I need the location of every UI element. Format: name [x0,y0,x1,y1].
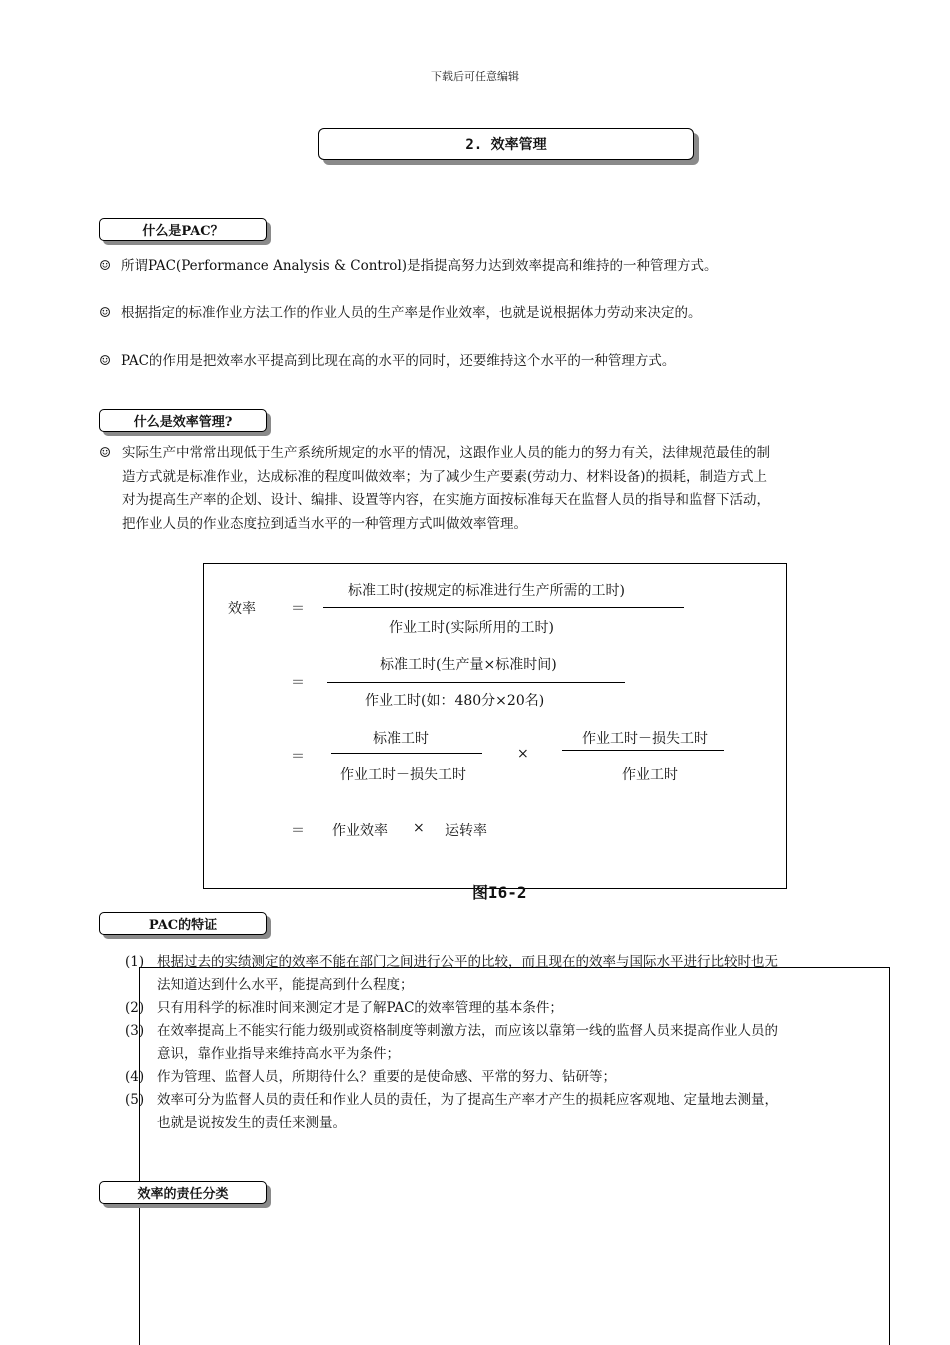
paragraph-line: 造方式就是标准作业，达成标准的程度叫做效率；为了减少生产要素(劳动力、材料设备)的损耗，制造方式上 [122,468,768,485]
times-sign: × [413,820,425,836]
equals-sign: ＝ [291,675,305,691]
bullet-text: PAC的作用是把效率水平提高到比现在高的水平的同时，还要维持这个水平的一种管理方式。 [121,353,676,369]
list-text: 法知道达到什么水平，能提高到什么程度； [157,977,414,993]
equals-sign: ＝ [291,601,305,617]
section-heading-responsibility: 效率的责任分类 [99,1181,267,1204]
list-item [125,997,905,1020]
smiley-icon: ☺ [99,258,112,274]
figure-caption: 图I6-2 [472,883,527,902]
section-heading-what-is-efficiency: 什么是效率管理? [99,409,267,432]
bullet-item [99,303,702,324]
equals-sign: ＝ [291,749,305,765]
list-text: 也就是说按发生的责任来测量。 [157,1115,346,1131]
list-number: (2) [125,1000,145,1016]
list-item [125,1020,905,1066]
bullet-text: 根据指定的标准作业方法工作的作业人员的生产率是作业效率，也就是说根据体力劳动来决定的。 [121,305,702,321]
fraction-denominator: 作业工时 [622,767,678,783]
paragraph-line: 实际生产中常常出现低于生产系统所规定的水平的情况，这跟作业人员的能力的努力有关，法律规范最佳的制 [122,445,770,461]
paragraph-line: 把作业人员的作业态度拉到适当水平的一种管理方式叫做效率管理。 [122,515,527,532]
list-item [125,951,905,997]
page-title: 2. 效率管理 [318,128,694,160]
list-number: (5) [125,1092,145,1108]
smiley-icon: ☺ [99,445,112,461]
list-text: 意识，靠作业指导来维持高水平为条件； [157,1046,400,1062]
equals-sign: ＝ [291,823,305,839]
bullet-item [99,351,675,372]
fraction-bar [323,607,684,608]
list-number: (1) [125,954,145,970]
formula-term: 作业效率 [332,823,388,839]
header-note: 下载后可任意编辑 [431,70,519,83]
formula-term: 运转率 [445,823,487,839]
bullet-item [99,256,718,277]
bullet-text: 所谓PAC(Performance Analysis & Control)是指提高努力达到效率提高和维持的一种管理方式。 [121,258,718,274]
list-text: 作为管理、监督人员，所期待什么？重要的是使命感、平常的努力、钻研等； [157,1069,616,1085]
fraction-numerator: 标准工时(按规定的标准进行生产所需的工时) [348,583,625,599]
fraction-bar [562,750,724,751]
fraction-numerator: 标准工时 [373,731,429,747]
list-text: 根据过去的实绩测定的效率不能在部门之间进行公平的比较，而且现在的效率与国际水平进行比较时也无 [157,954,778,970]
fraction-denominator: 作业工时－损失工时 [340,767,466,783]
fraction-denominator: 作业工时(实际所用的工时) [389,620,554,636]
smiley-icon: ☺ [99,305,112,321]
section-heading-pac-features: PAC的特证 [99,912,267,935]
list-number: (3) [125,1023,145,1039]
formula-label: 效率 [228,601,256,617]
fraction-bar [331,753,482,754]
fraction-numerator: 标准工时(生产量×标准时间) [380,657,557,673]
list-text: 在效率提高上不能实行能力级别或资格制度等刺激方法，而应该以靠第一线的监督人员来提高作业人员的 [157,1023,778,1039]
fraction-denominator: 作业工时(如：480分×20名) [365,693,545,709]
paragraph-line: 对为提高生产率的企划、设计、编排、设置等内容，在实施方面按标准每天在监督人员的指导和监督下活动， [122,492,770,508]
list-item [125,1066,905,1089]
efficiency-paragraph [122,442,770,536]
times-sign: × [517,746,529,762]
list-item [125,1089,905,1135]
fraction-bar [327,682,625,683]
smiley-icon: ☺ [99,353,112,369]
list-number: (4) [125,1069,145,1085]
fraction-numerator: 作业工时－损失工时 [582,731,708,747]
section-heading-what-is-pac: 什么是PAC？ [99,218,267,241]
list-text: 只有用科学的标准时间来测定才是了解PAC的效率管理的基本条件； [157,1000,563,1016]
list-text: 效率可分为监督人员的责任和作业人员的责任，为了提高生产率才产生的损耗应客观地、定量地去测量， [157,1092,778,1108]
